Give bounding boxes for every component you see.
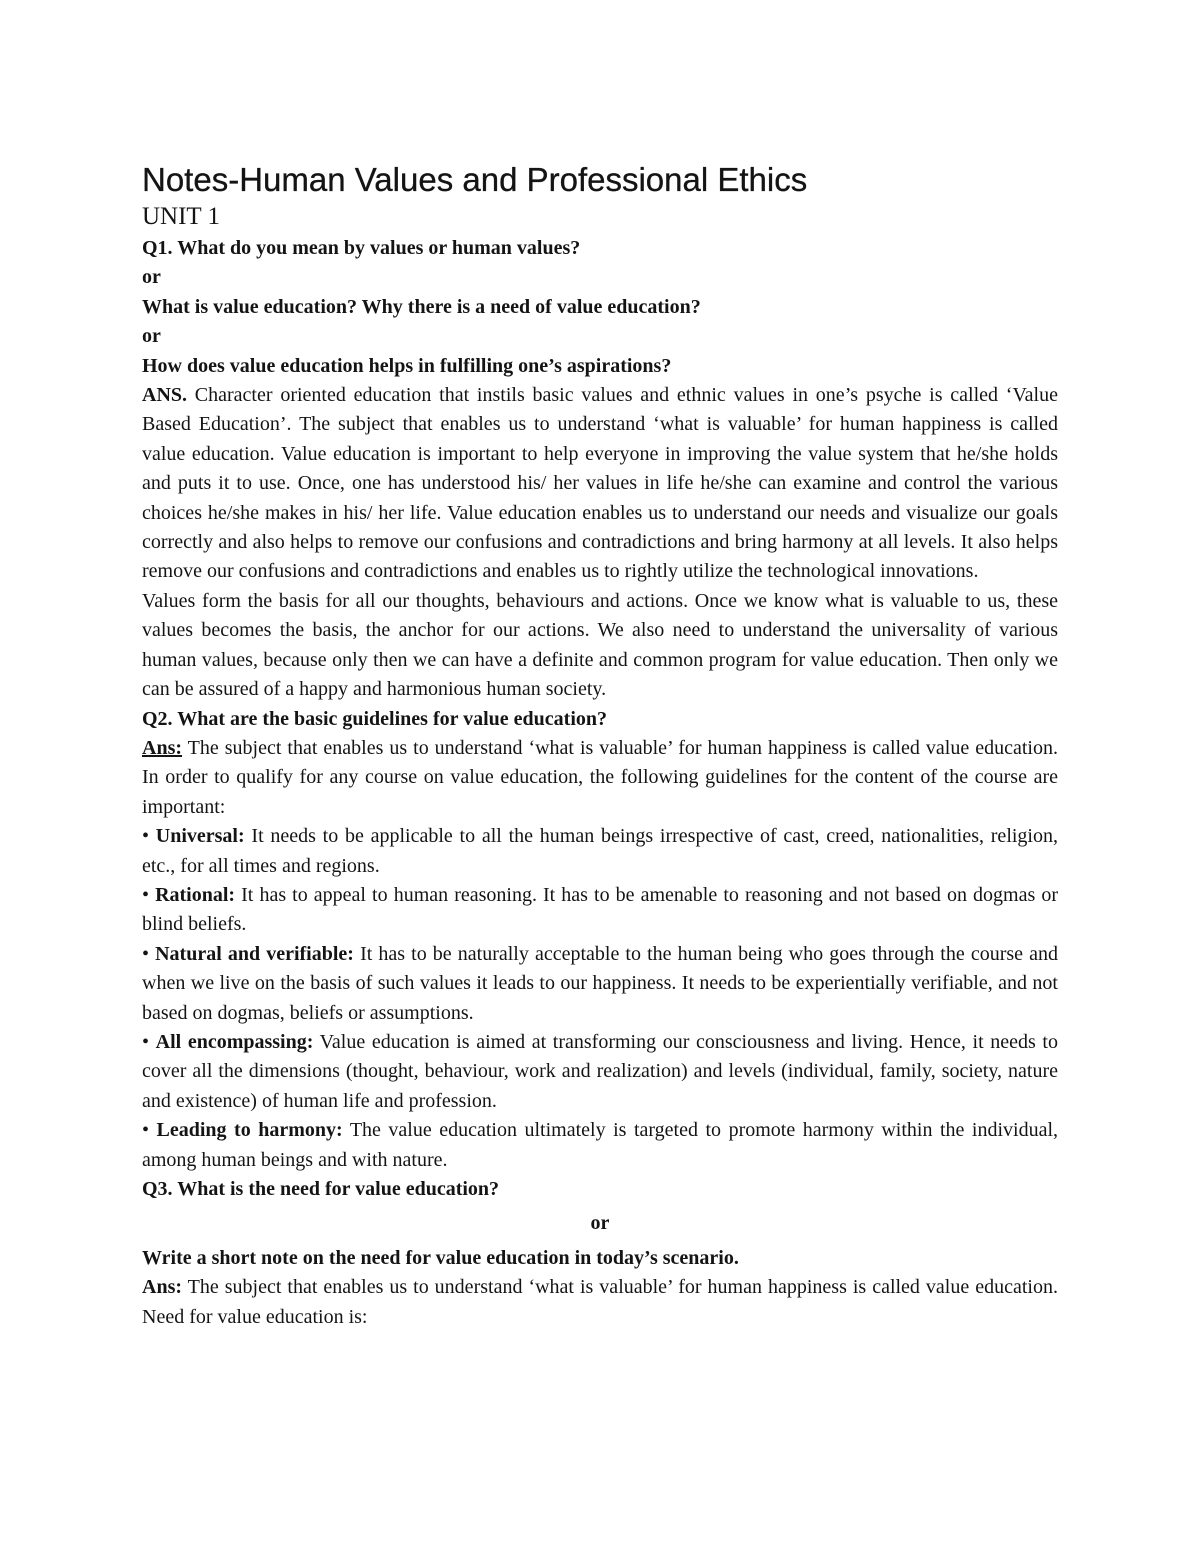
bullet-mark: • <box>142 942 156 965</box>
q1-answer-label: ANS. <box>142 384 188 407</box>
q2-answer-label: Ans: <box>142 736 183 759</box>
q1-alt-question-1: What is value education? Why there is a need of value education? <box>142 295 701 318</box>
unit-heading: UNIT 1 <box>142 203 221 230</box>
q2-answer-text: The subject that enables us to understand ‘what is valuable’ for human happiness is called value education. In order to qualify for any course on value education, the following guidelines for the content of the course are important: <box>142 736 1058 818</box>
q1-answer-paragraph-2: Values form the basis for all our thoughts, behaviours and actions. Once we know what is valuable to us, these values becomes the basis, the anchor for our actions. We also need to understand the universality of various human values, because only then we can have a definite and common program for value education. Then only we can be assured of a happy and harmonious human society. <box>142 589 1058 701</box>
bullet-label: All encompassing: <box>155 1030 314 1053</box>
bullet-text: Value education is aimed at transforming our consciousness and living. Hence, it needs to cover all the dimensions (thought, behaviour, work and realization) and levels (individual, family, society, nature and existence) of human life and profession. <box>142 1030 1058 1112</box>
bullet-mark: • <box>142 883 156 906</box>
q2-bullet-rational <box>142 881 1058 940</box>
q1-question: Q1. What do you mean by values or human values? <box>142 237 581 259</box>
q3-alt-question: Write a short note on the need for value education in today’s scenario. <box>142 1246 739 1269</box>
bullet-text: It has to be naturally acceptable to the human being who goes through the course and when we live on the basis of such values it leads to our happiness. It needs to be experientially verifiable, and not based on dogmas, beliefs or assumptions. <box>142 942 1058 1024</box>
q3-answer-paragraph <box>142 1273 1058 1332</box>
q1-answer-text: Character oriented education that instils basic values and ethnic values in one’s psyche is called ‘Value Based Education’. The subject that enables us to understand ‘what is valuable’ for human happiness is called value education. Value education is important to help everyone in improving the value system that he/she holds and puts it to use. Once, one has understood his/ her values in life he/she can examine and control the various choices he/she makes in his/ her life. Value education enables us to understand our needs and visualize our goals correctly and also helps to remove our confusions and contradictions and bring harmony at all levels. It also helps remove our confusions and contradictions and enables us to rightly utilize the technological innovations. <box>142 384 1058 583</box>
q3-or: or <box>590 1212 610 1235</box>
document-title: Notes-Human Values and Professional Ethics <box>142 161 808 198</box>
q1-or-2: or <box>142 325 161 348</box>
q1-alt-question-2: How does value education helps in fulfilling one’s aspirations? <box>142 354 672 377</box>
bullet-label: Natural and verifiable: <box>155 942 354 965</box>
q3-question: Q3. What is the need for value education? <box>142 1178 500 1200</box>
q2-question: Q2. What are the basic guidelines for value education? <box>142 707 608 730</box>
q2-answer-paragraph <box>142 734 1058 822</box>
bullet-mark: • <box>142 1119 157 1142</box>
bullet-label: Universal: <box>155 825 245 848</box>
bullet-text: The value education ultimately is targeted to promote harmony within the individual, among human beings and with nature. <box>142 1119 1058 1171</box>
q3-answer-text: The subject that enables us to understand ‘what is valuable’ for human happiness is called value education. Need for value education is: <box>142 1276 1058 1328</box>
q1-or-1: or <box>142 266 161 289</box>
q2-bullet-leading-harmony <box>142 1116 1058 1175</box>
q2-bullet-universal <box>142 822 1058 881</box>
bullet-label: Rational: <box>155 883 236 906</box>
q3-answer-label: Ans: <box>142 1276 183 1299</box>
document-body <box>142 158 1058 1332</box>
bullet-label: Leading to harmony: <box>156 1119 343 1142</box>
bullet-mark: • <box>142 1030 156 1053</box>
bullet-mark: • <box>142 825 156 848</box>
q2-bullet-natural-verifiable <box>142 940 1058 1028</box>
bullet-text: It needs to be applicable to all the human beings irrespective of cast, creed, nationalities, religion, etc., for all times and regions. <box>142 825 1058 877</box>
q2-bullet-all-encompassing <box>142 1028 1058 1116</box>
bullet-text: It has to appeal to human reasoning. It has to be amenable to reasoning and not based on dogmas or blind beliefs. <box>142 883 1058 936</box>
q1-answer-paragraph-1 <box>142 381 1058 587</box>
